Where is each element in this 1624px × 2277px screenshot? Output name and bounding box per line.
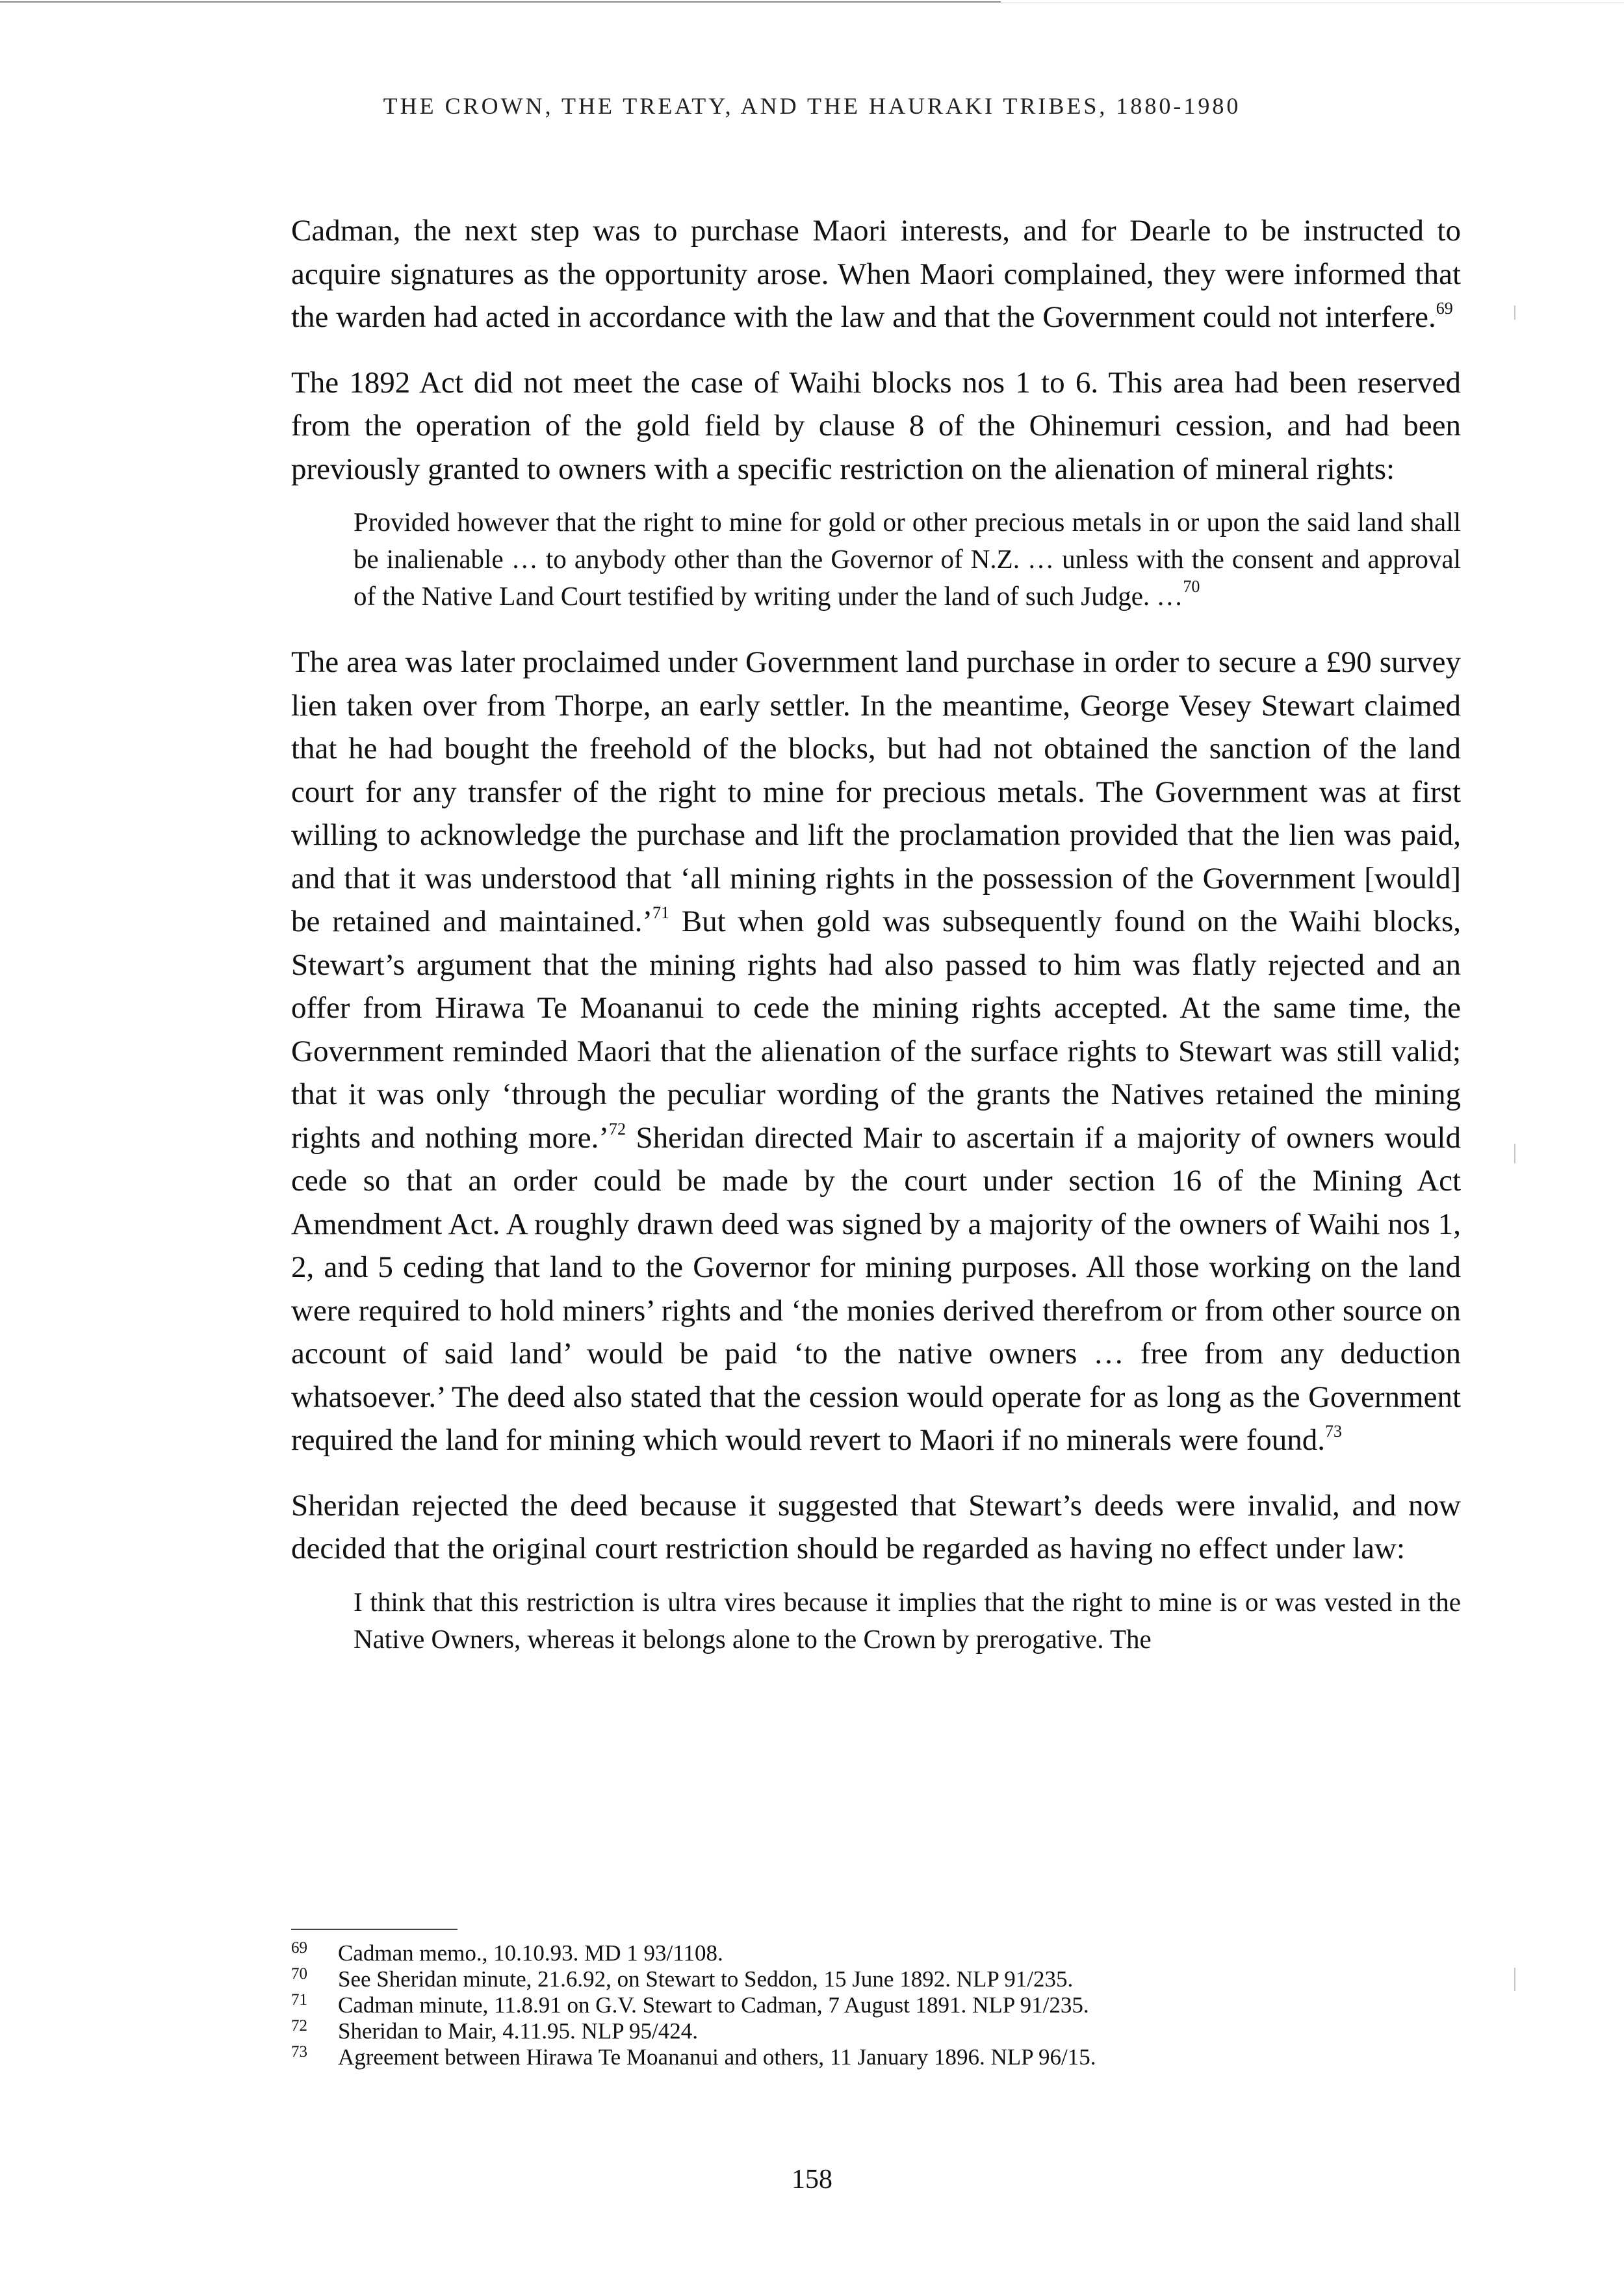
footnote-text: Agreement between Hirawa Te Moananui and others, 11 January 1896. NLP 96/15.: [338, 2044, 1096, 2070]
footnote-number: 73: [291, 2043, 307, 2061]
page-number: 158: [792, 2165, 832, 2194]
footnotes: [291, 1940, 1461, 2070]
footnote-ref-70[interactable]: 70: [1183, 577, 1200, 596]
footnote-text: Cadman memo., 10.10.93. MD 1 93/1108.: [338, 1940, 723, 1966]
footnote-70: [291, 1966, 1461, 1992]
footnote-ref-71[interactable]: 71: [652, 903, 670, 922]
footnote-separator: [291, 1929, 458, 1930]
paragraph-1: Cadman, the next step was to purchase Maori interests, and for Dearle to be instructed to acquire signatures as the opportunity arose. When Maori complained, they were informed that the warden had acted in accordance with the law and that the Government could not interfere.$^{69}$: [291, 214, 1461, 334]
margin-mark: [1514, 1144, 1515, 1163]
footnote-number: 70: [291, 1965, 307, 1983]
footnote-72: [291, 2018, 1461, 2044]
footnote-ref-72[interactable]: 72: [609, 1119, 626, 1138]
block-quote-2: I think that this restriction is ultra vires because it implies that the right to mine is or was vested in the Native Owners, whereas it belongs alone to the Crown by prerogative. The: [354, 1586, 1461, 1654]
paragraph-2: The 1892 Act did not meet the case of Waihi blocks nos 1 to 6. This area had been reserved from the operation of the gold field by clause 8 of the Ohinemuri cession, and had been previously granted to owners with a specific restriction on the alienation of mineral rights:: [291, 365, 1461, 486]
footnote-73: [291, 2044, 1461, 2070]
paragraph-3: The area was later proclaimed under Government land purchase in order to secure a £90 survey lien taken over from Thorpe, an early settler. In the meantime, George Vesey Stewart claimed that he had bought the freehold of the blocks, but had not obtained the sanction of the land court for any transfer of the right to mine for precious metals. The Government was at first willing to acknowledge the purchase and lift the proclamation provided that the lien was paid, and that it was understood that ‘all mining rights in the possession of the Government [would] be retained and maintained.’$^{71}$ But when gold was subsequently found on the Waihi blocks, Stewart’s argument that the mining rights had also passed to him was flatly rejected and an offer from Hirawa Te Moananui to cede the mining rights accepted. At the same time, the Government reminded Maori that the alienation of the surface rights to Stewart was still valid; that it was only ‘through the peculiar wording of the grants the Natives retained the mining rights and nothing more.’$^{72}$ Sheridan directed Mair to ascertain if a majority of owners would cede so that an order could be made by the court under section 16 of the Mining Act Amendment Act. A roughly drawn deed was signed by a majority of the owners of Waihi nos 1, 2, and 5 ceding that land to the Governor for mining purposes. All those working on the land were required to hold miners’ rights and ‘the monies derived therefrom or from other source on account of said land’ would be paid ‘to the native owners … free from any deduction whatsoever.’ The deed also stated that the cession would operate for as long as the Government required the land for mining which would revert to Maori if no minerals were found.$^{73}$: [291, 645, 1461, 1457]
body-text: [291, 209, 1461, 1684]
paragraph-4: Sheridan rejected the deed because it suggested that Stewart’s deeds were invalid, and now decided that the original court restriction should be regarded as having no effect under law:: [291, 1488, 1461, 1565]
footnote-text: Sheridan to Mair, 4.11.95. NLP 95/424.: [338, 2018, 699, 2044]
margin-mark: [1514, 305, 1515, 320]
footnote-71: [291, 1992, 1461, 2018]
footnote-ref-73[interactable]: 73: [1325, 1422, 1343, 1441]
footnote-69: [291, 1940, 1461, 1966]
running-head: THE CROWN, THE TREATY, AND THE HAURAKI TRIBES, 1880-1980: [383, 93, 1241, 119]
block-quote-1: Provided however that the right to mine for gold or other precious metals in or upon the said land shall be inalienable … to anybody other than the Governor of N.Z. … unless with the consent and approval of the Native Land Court testified by writing under the land of such Judge. …$^{70}$: [354, 507, 1461, 611]
footnote-text: See Sheridan minute, 21.6.92, on Stewart to Seddon, 15 June 1892. NLP 91/235.: [338, 1966, 1074, 1992]
top-border-line: [0, 1, 1001, 3]
footnote-number: 71: [291, 1991, 307, 2009]
footnote-number: 72: [291, 2017, 307, 2035]
footnote-number: 69: [291, 1939, 307, 1957]
margin-mark: [1514, 1968, 1515, 1991]
footnote-text: Cadman minute, 11.8.91 on G.V. Stewart to Cadman, 7 August 1891. NLP 91/235.: [338, 1992, 1089, 2018]
footnote-ref-69[interactable]: 69: [1436, 299, 1453, 318]
